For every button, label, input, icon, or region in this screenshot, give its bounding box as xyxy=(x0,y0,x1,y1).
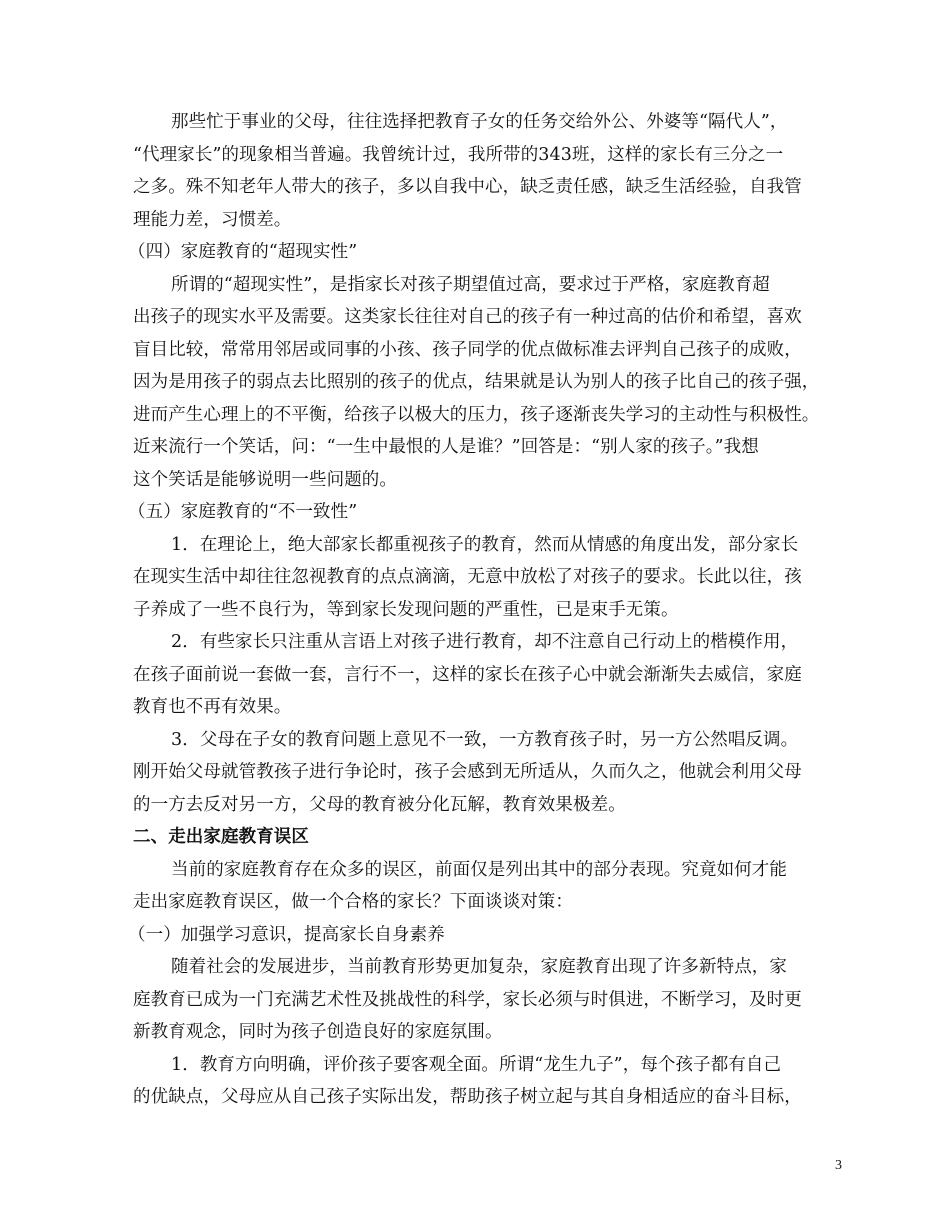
paragraph-first-line: 3．父母在子女的教育问题上意见不一致，一方教育孩子时，另一方公然唱反调。 xyxy=(171,729,799,750)
paragraph-line: 出孩子的现实水平及需要。这类家长往往对自己的孩子有一种过高的估价和希望，喜欢 xyxy=(133,307,802,327)
paragraph-first-line: 那些忙于事业的父母，往往选择把教育子女的任务交给外公、外婆等“隔代人”， xyxy=(171,112,788,132)
paragraph-line: “代理家长”的现象相当普遍。我曾统计过，我所带的343班，这样的家长有三分之一 xyxy=(133,144,784,165)
paragraph-first-line: 1．在理论上，绝大部家长都重视孩子的教育，然而从情感的角度出发，部分家长 xyxy=(171,534,799,555)
paragraph-line: 庭教育已成为一门充满艺术性及挑战性的科学，家长必须与时俱进，不断学习，及时更 xyxy=(133,989,802,1010)
page-number: 3 xyxy=(835,1158,842,1173)
paragraph-line: 理能力差，习惯差。 xyxy=(133,209,292,230)
paragraph-line: 的优缺点，父母应从自己孩子实际出发，帮助孩子树立起与其自身相适应的奋斗目标， xyxy=(133,1087,802,1107)
paragraph-line: 这个笑话是能够说明一些问题的。 xyxy=(133,469,397,490)
subheading: （五）家庭教育的“不一致性” xyxy=(128,502,358,522)
paragraph-line: 之多。殊不知老年人带大的孩子，多以自我中心，缺乏责任感，缺乏生活经验，自我管 xyxy=(133,177,802,197)
paragraph-line: 子养成了一些不良行为，等到家长发现问题的严重性，已是束手无策。 xyxy=(133,599,679,620)
paragraph-line: 进而产生心理上的不平衡，给孩子以极大的压力，孩子逐渐丧失学习的主动性与积极性。 xyxy=(133,404,820,425)
paragraph-first-line: 2．有些家长只注重从言语上对孩子进行教育，却不注意自己行动上的楷模作用， xyxy=(171,632,799,652)
subheading: （四）家庭教育的“超现实性” xyxy=(128,242,358,262)
paragraph-line: 教育也不再有效果。 xyxy=(133,697,292,717)
paragraph-line: 走出家庭教育误区，做一个合格的家长？下面谈谈对策： xyxy=(133,892,573,912)
paragraph-line: 近来流行一个笑话，问：“一生中最恨的人是谁？”回答是：“别人家的孩子。”我想 xyxy=(133,437,759,457)
paragraph-first-line: 1．教育方向明确，评价孩子要客观全面。所谓“龙生九子”，每个孩子都有自己 xyxy=(171,1054,782,1075)
paragraph-line: 的一方去反对另一方，父母的教育被分化瓦解，教育效果极差。 xyxy=(133,794,626,815)
paragraph-line: 刚开始父母就管教孩子进行争论时，孩子会感到无所适从，久而久之，他就会利用父母 xyxy=(133,762,802,782)
paragraph-line: 在孩子面前说一套做一套，言行不一，这样的家长在孩子心中就会渐渐失去威信，家庭 xyxy=(133,664,802,685)
section-heading: 二、走出家庭教育误区 xyxy=(133,827,309,847)
paragraph-line: 新教育观念，同时为孩子创造良好的家庭氛围。 xyxy=(133,1022,503,1042)
document-body xyxy=(128,106,845,1114)
subheading: （一）加强学习意识，提高家长自身素养 xyxy=(128,924,445,945)
paragraph-line: 因为是用孩子的弱点去比照别的孩子的优点，结果就是认为别人的孩子比自己的孩子强， xyxy=(133,372,820,392)
paragraph-first-line: 当前的家庭教育存在众多的误区，前面仅是列出其中的部分表现。究竟如何才能 xyxy=(171,859,787,880)
paragraph-line: 盲目比较，常常用邻居或同事的小孩、孩子同学的优点做标准去评判自己孩子的成败， xyxy=(133,339,802,360)
paragraph-first-line: 所谓的“超现实性”，是指家长对孩子期望值过高，要求过于严格，家庭教育超 xyxy=(171,274,770,295)
paragraph-first-line: 随着社会的发展进步，当前教育形势更加复杂，家庭教育出现了许多新特点，家 xyxy=(171,957,787,977)
paragraph-line: 在现实生活中却往往忽视教育的点点滴滴，无意中放松了对孩子的要求。长此以往，孩 xyxy=(133,567,802,587)
